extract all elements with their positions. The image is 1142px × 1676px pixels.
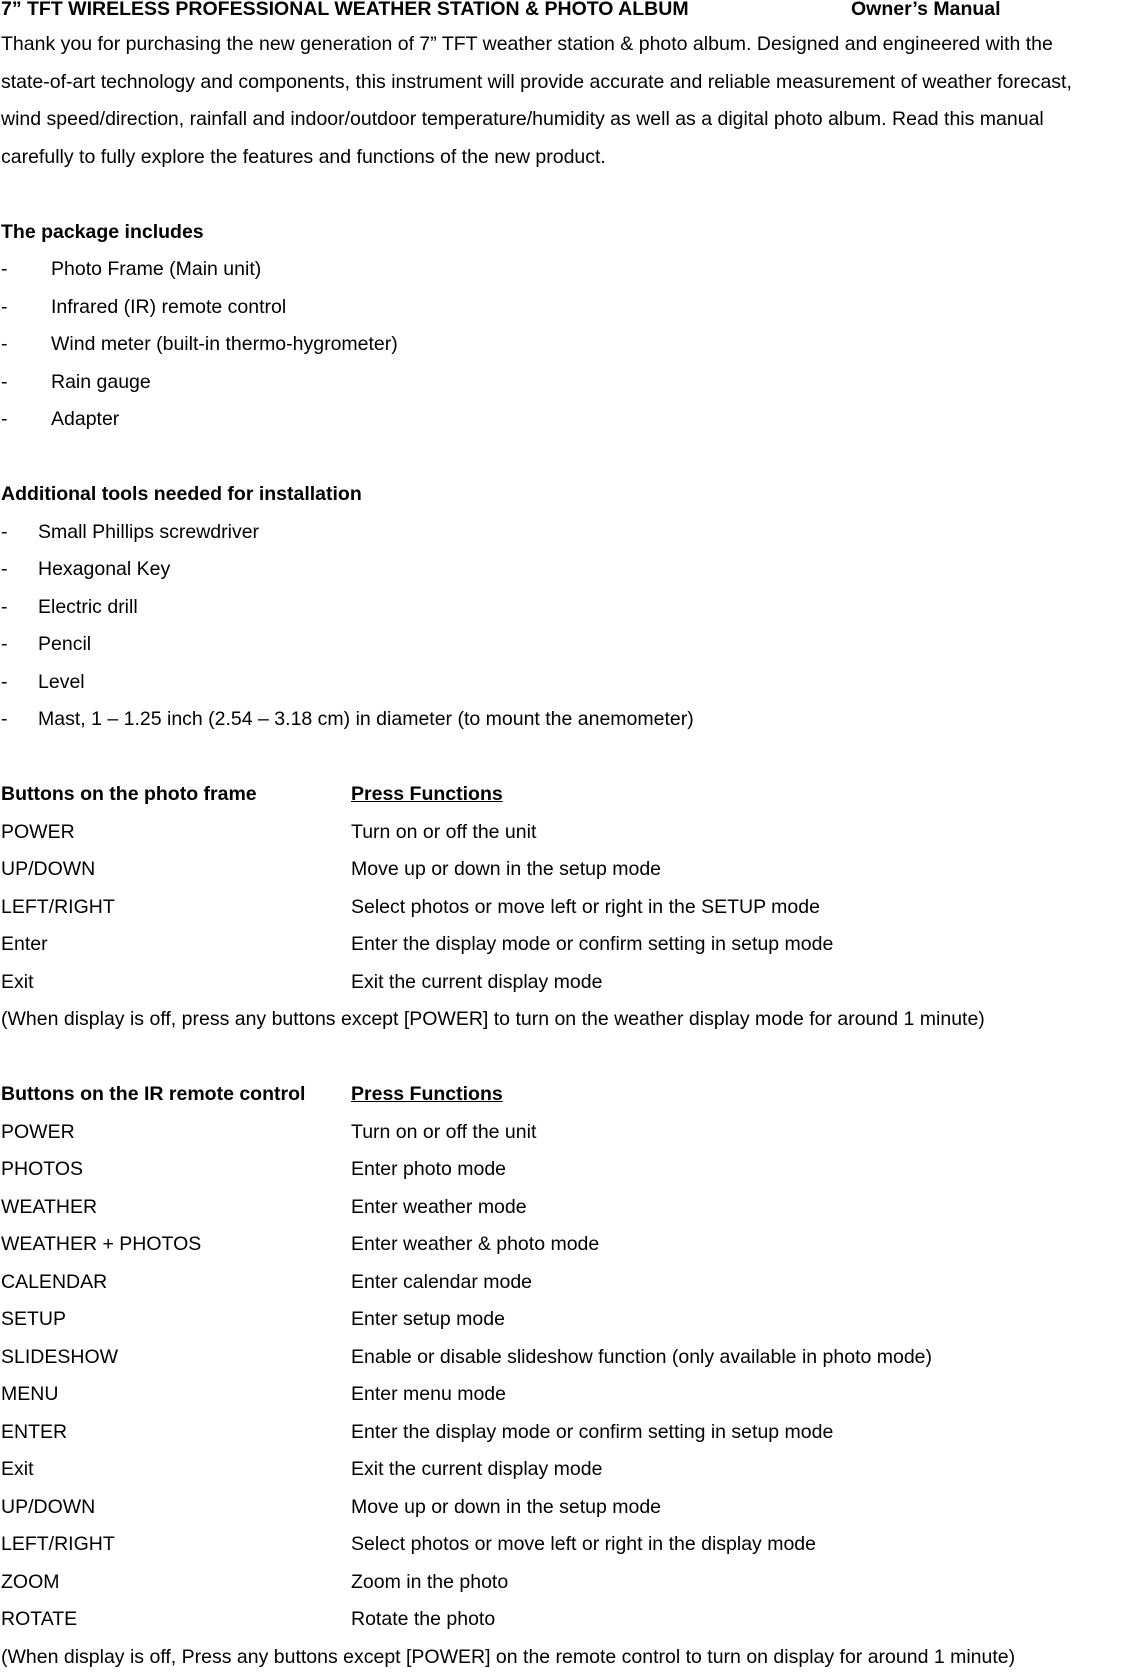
table-row: CALENDAR Enter calendar mode <box>1 1264 1141 1302</box>
intro-line: Thank you for purchasing the new generation of 7” TFT weather station & photo album. Designed and engineered with the <box>1 26 1141 64</box>
list-item: - Photo Frame (Main unit) <box>1 251 1141 289</box>
table-row: POWER Turn on or off the unit <box>1 814 1141 852</box>
manual-page <box>1 0 1141 1676</box>
table-row: UP/DOWN Move up or down in the setup mode <box>1 1489 1141 1527</box>
table-row: UP/DOWN Move up or down in the setup mode <box>1 851 1141 889</box>
remote-buttons-heading: Buttons on the IR remote control <box>1 1076 351 1114</box>
package-section <box>1 214 1141 439</box>
table-row: LEFT/RIGHT Select photos or move left or right in the SETUP mode <box>1 889 1141 927</box>
table-row: WEATHER + PHOTOS Enter weather & photo mode <box>1 1226 1141 1264</box>
remote-buttons-header <box>1 1076 1141 1114</box>
remote-buttons-note: (When display is off, Press any buttons except [POWER] on the remote control to turn on display for around 1 minute) <box>1 1639 1141 1676</box>
table-row: SETUP Enter setup mode <box>1 1301 1141 1339</box>
remote-buttons-section <box>1 1076 1141 1676</box>
list-item: - Small Phillips screwdriver <box>1 514 1141 552</box>
table-row: WEATHER Enter weather mode <box>1 1189 1141 1227</box>
frame-buttons-note: (When display is off, press any buttons except [POWER] to turn on the weather display mode for around 1 minute) <box>1 1001 1141 1039</box>
table-row: Enter Enter the display mode or confirm setting in setup mode <box>1 926 1141 964</box>
tools-section <box>1 476 1141 739</box>
list-item: - Pencil <box>1 626 1141 664</box>
table-row: Exit Exit the current display mode <box>1 964 1141 1002</box>
table-row: MENU Enter menu mode <box>1 1376 1141 1414</box>
table-row: ZOOM Zoom in the photo <box>1 1564 1141 1602</box>
intro-line: wind speed/direction, rainfall and indoor/outdoor temperature/humidity as well as a digital photo album. Read this manual <box>1 101 1141 139</box>
intro-paragraph <box>1 26 1141 176</box>
table-row: Exit Exit the current display mode <box>1 1451 1141 1489</box>
package-heading: The package includes <box>1 214 1141 252</box>
frame-buttons-header <box>1 776 1141 814</box>
list-item: - Infrared (IR) remote control <box>1 289 1141 327</box>
list-item: - Mast, 1 – 1.25 inch (2.54 – 3.18 cm) in diameter (to mount the anemometer) <box>1 701 1141 739</box>
table-row: LEFT/RIGHT Select photos or move left or right in the display mode <box>1 1526 1141 1564</box>
list-item: - Wind meter (built-in thermo-hygrometer) <box>1 326 1141 364</box>
list-item: - Adapter <box>1 401 1141 439</box>
list-item: - Hexagonal Key <box>1 551 1141 589</box>
tools-heading: Additional tools needed for installation <box>1 476 1141 514</box>
list-item: - Electric drill <box>1 589 1141 627</box>
press-functions-heading: Press Functions <box>351 776 503 814</box>
list-item: - Level <box>1 664 1141 702</box>
list-item: - Rain gauge <box>1 364 1141 402</box>
table-row: PHOTOS Enter photo mode <box>1 1151 1141 1189</box>
document-header <box>1 0 1141 20</box>
frame-buttons-section <box>1 776 1141 1039</box>
press-functions-heading: Press Functions <box>351 1076 503 1114</box>
document-subtitle: Owner’s Manual <box>851 0 1001 18</box>
frame-buttons-heading: Buttons on the photo frame <box>1 776 351 814</box>
table-row: SLIDESHOW Enable or disable slideshow function (only available in photo mode) <box>1 1339 1141 1377</box>
intro-line: state-of-art technology and components, this instrument will provide accurate and reliable measurement of weather forecast, <box>1 64 1141 102</box>
table-row: ROTATE Rotate the photo <box>1 1601 1141 1639</box>
document-title: 7” TFT WIRELESS PROFESSIONAL WEATHER STATION & PHOTO ALBUM <box>1 0 689 20</box>
intro-line: carefully to fully explore the features and functions of the new product. <box>1 139 1141 177</box>
table-row: POWER Turn on or off the unit <box>1 1114 1141 1152</box>
table-row: ENTER Enter the display mode or confirm setting in setup mode <box>1 1414 1141 1452</box>
